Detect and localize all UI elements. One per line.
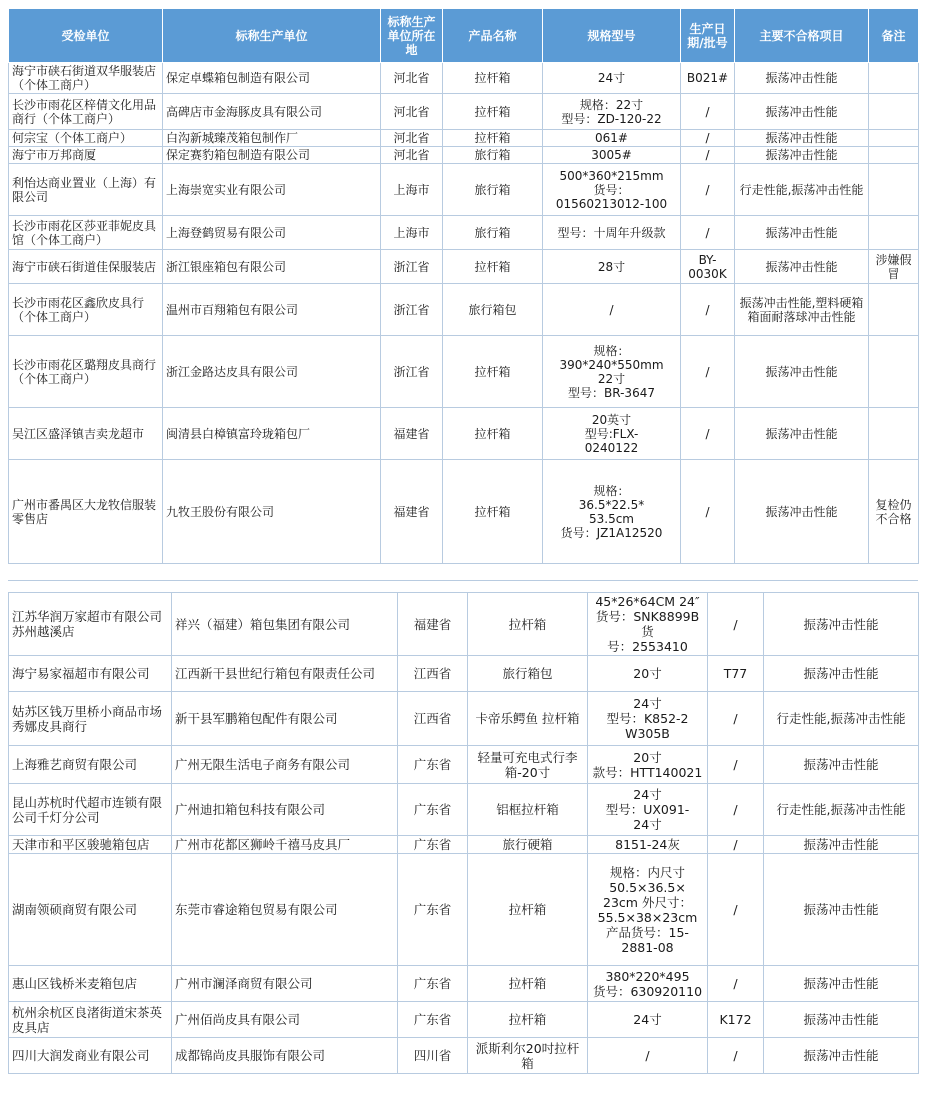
cell-product: 铝框拉杆箱 xyxy=(468,784,588,836)
header-cell: 产品名称 xyxy=(443,9,543,63)
header-cell: 主要不合格项目 xyxy=(735,9,869,63)
cell-loc: 广东省 xyxy=(398,854,468,966)
cell-spec: 规格：22寸 型号：ZD-120-22 xyxy=(543,94,681,130)
cell-batch: / xyxy=(681,336,735,408)
cell-maker: 保定卓蝶箱包制造有限公司 xyxy=(163,63,381,94)
cell-product: 拉杆箱 xyxy=(443,460,543,564)
cell-product: 拉杆箱 xyxy=(443,336,543,408)
cell-maker: 浙江金路达皮具有限公司 xyxy=(163,336,381,408)
cell-unit: 长沙市雨花区莎亚菲妮皮具馆（个体工商户） xyxy=(9,216,163,250)
cell-maker: 广州市花都区狮岭千禧马皮具厂 xyxy=(172,836,398,854)
cell-loc: 广东省 xyxy=(398,784,468,836)
table-row xyxy=(9,854,919,966)
cell-batch: / xyxy=(681,94,735,130)
cell-unit: 长沙市雨花区鑫欣皮具行（个体工商户） xyxy=(9,284,163,336)
cell-loc: 福建省 xyxy=(381,460,443,564)
cell-loc: 广东省 xyxy=(398,746,468,784)
cell-loc: 江西省 xyxy=(398,692,468,746)
cell-spec: 380*220*495 货号：630920110 xyxy=(588,966,708,1002)
cell-batch: / xyxy=(681,408,735,460)
cell-unit: 姑苏区钱万里桥小商品市场秀娜皮具商行 xyxy=(9,692,172,746)
table-row xyxy=(9,836,919,854)
cell-spec: 24寸 型号：K852-2 W305B xyxy=(588,692,708,746)
cell-product: 旅行箱包 xyxy=(443,284,543,336)
cell-batch: / xyxy=(708,593,764,656)
cell-failed: 行走性能,振荡冲击性能 xyxy=(764,692,919,746)
cell-failed: 行走性能,振荡冲击性能 xyxy=(764,784,919,836)
cell-spec: 28寸 xyxy=(543,250,681,284)
cell-unit: 上海雅艺商贸有限公司 xyxy=(9,746,172,784)
cell-product: 拉杆箱 xyxy=(443,94,543,130)
cell-note xyxy=(869,408,919,460)
cell-batch: / xyxy=(708,854,764,966)
cell-spec: 20英寸 型号:FLX- 0240122 xyxy=(543,408,681,460)
cell-unit: 天津市和平区骏驰箱包店 xyxy=(9,836,172,854)
cell-batch: / xyxy=(708,746,764,784)
cell-maker: 新干县军鹏箱包配件有限公司 xyxy=(172,692,398,746)
cell-spec: 24寸 xyxy=(543,63,681,94)
cell-batch: T77 xyxy=(708,656,764,692)
cell-maker: 广州无限生活电子商务有限公司 xyxy=(172,746,398,784)
cell-batch: B021# xyxy=(681,63,735,94)
cell-spec: 20寸 xyxy=(588,656,708,692)
cell-loc: 广东省 xyxy=(398,966,468,1002)
cell-batch: / xyxy=(681,460,735,564)
table-row xyxy=(9,408,919,460)
cell-note xyxy=(869,94,919,130)
table-row xyxy=(9,692,919,746)
cell-maker: 广州佰尚皮具有限公司 xyxy=(172,1002,398,1038)
inspection-table-top xyxy=(8,8,919,564)
cell-loc: 广东省 xyxy=(398,836,468,854)
cell-failed: 振荡冲击性能,塑料硬箱箱面耐落球冲击性能 xyxy=(735,284,869,336)
cell-note xyxy=(869,147,919,164)
table-row xyxy=(9,164,919,216)
cell-batch: / xyxy=(681,164,735,216)
cell-failed: 振荡冲击性能 xyxy=(735,130,869,147)
cell-note xyxy=(869,164,919,216)
table-row xyxy=(9,593,919,656)
cell-maker: 广州市澜泽商贸有限公司 xyxy=(172,966,398,1002)
cell-failed: 振荡冲击性能 xyxy=(735,408,869,460)
table-row xyxy=(9,784,919,836)
cell-note xyxy=(869,284,919,336)
cell-maker: 保定赛豹箱包制造有限公司 xyxy=(163,147,381,164)
cell-product: 拉杆箱 xyxy=(443,250,543,284)
table-row xyxy=(9,1002,919,1038)
cell-spec: 24寸 xyxy=(588,1002,708,1038)
cell-unit: 长沙市雨花区璐翔皮具商行（个体工商户） xyxy=(9,336,163,408)
cell-loc: 上海市 xyxy=(381,164,443,216)
cell-product: 派斯利尔20吋拉杆箱 xyxy=(468,1038,588,1074)
cell-failed: 行走性能,振荡冲击性能 xyxy=(735,164,869,216)
cell-product: 旅行箱 xyxy=(443,147,543,164)
table-row xyxy=(9,63,919,94)
cell-spec: 20寸 款号：HTT140021 xyxy=(588,746,708,784)
header-cell: 规格型号 xyxy=(543,9,681,63)
cell-loc: 福建省 xyxy=(398,593,468,656)
cell-product: 轻量可充电式行李箱-20寸 xyxy=(468,746,588,784)
cell-failed: 振荡冲击性能 xyxy=(735,63,869,94)
cell-spec: 规格： 390*240*550mm 22寸 型号：BR-3647 xyxy=(543,336,681,408)
cell-maker: 成都锦尚皮具服饰有限公司 xyxy=(172,1038,398,1074)
cell-product: 拉杆箱 xyxy=(443,130,543,147)
cell-loc: 福建省 xyxy=(381,408,443,460)
cell-unit: 四川大润发商业有限公司 xyxy=(9,1038,172,1074)
cell-loc: 河北省 xyxy=(381,94,443,130)
inspection-table-bottom xyxy=(8,592,919,1074)
cell-batch: / xyxy=(681,216,735,250)
cell-unit: 海宁市硖石街道佳保服装店 xyxy=(9,250,163,284)
cell-maker: 高碑店市金海豚皮具有限公司 xyxy=(163,94,381,130)
cell-product: 拉杆箱 xyxy=(468,593,588,656)
cell-unit: 广州市番禺区大龙牧信服装零售店 xyxy=(9,460,163,564)
cell-note xyxy=(869,130,919,147)
cell-unit: 海宁易家福超市有限公司 xyxy=(9,656,172,692)
cell-product: 旅行硬箱 xyxy=(468,836,588,854)
cell-failed: 振荡冲击性能 xyxy=(735,94,869,130)
cell-batch: K172 xyxy=(708,1002,764,1038)
cell-loc: 浙江省 xyxy=(381,336,443,408)
cell-maker: 白沟新城臻茂箱包制作厂 xyxy=(163,130,381,147)
cell-spec: 061# xyxy=(543,130,681,147)
cell-failed: 振荡冲击性能 xyxy=(764,1002,919,1038)
table-row xyxy=(9,746,919,784)
cell-batch: / xyxy=(681,284,735,336)
cell-loc: 河北省 xyxy=(381,147,443,164)
cell-failed: 振荡冲击性能 xyxy=(764,746,919,784)
cell-product: 旅行箱包 xyxy=(468,656,588,692)
cell-unit: 江苏华润万家超市有限公司苏州越溪店 xyxy=(9,593,172,656)
cell-note xyxy=(869,216,919,250)
cell-product: 旅行箱 xyxy=(443,216,543,250)
cell-failed: 振荡冲击性能 xyxy=(735,147,869,164)
header-cell: 受检单位 xyxy=(9,9,163,63)
table-row xyxy=(9,216,919,250)
table-row xyxy=(9,94,919,130)
cell-product: 拉杆箱 xyxy=(468,854,588,966)
cell-maker: 祥兴（福建）箱包集团有限公司 xyxy=(172,593,398,656)
cell-unit: 利怡达商业置业（上海）有限公司 xyxy=(9,164,163,216)
cell-product: 卡帝乐鳄鱼 拉杆箱 xyxy=(468,692,588,746)
cell-spec: / xyxy=(543,284,681,336)
cell-maker: 九牧王股份有限公司 xyxy=(163,460,381,564)
header-cell: 生产日期/批号 xyxy=(681,9,735,63)
cell-unit: 海宁市硖石街道双华服装店（个体工商户） xyxy=(9,63,163,94)
cell-unit: 惠山区钱桥米麦箱包店 xyxy=(9,966,172,1002)
table-row xyxy=(9,460,919,564)
cell-batch: / xyxy=(708,692,764,746)
cell-spec: 500*360*215mm 货号： 01560213012-100 xyxy=(543,164,681,216)
cell-failed: 振荡冲击性能 xyxy=(764,854,919,966)
cell-batch: / xyxy=(708,784,764,836)
cell-product: 拉杆箱 xyxy=(443,408,543,460)
cell-failed: 振荡冲击性能 xyxy=(735,460,869,564)
cell-unit: 昆山苏杭时代超市连锁有限公司千灯分公司 xyxy=(9,784,172,836)
header-cell: 备注 xyxy=(869,9,919,63)
cell-spec: 3005# xyxy=(543,147,681,164)
header-cell: 标称生产单位所在地 xyxy=(381,9,443,63)
cell-failed: 振荡冲击性能 xyxy=(764,966,919,1002)
cell-maker: 闽清县白樟镇富玲珑箱包厂 xyxy=(163,408,381,460)
cell-spec: 规格：内尺寸 50.5×36.5× 23cm 外尺寸： 55.5×38×23cm 产品货号：15- 2881-08 xyxy=(588,854,708,966)
cell-note xyxy=(869,63,919,94)
cell-maker: 上海崇宽实业有限公司 xyxy=(163,164,381,216)
cell-loc: 河北省 xyxy=(381,63,443,94)
cell-loc: 河北省 xyxy=(381,130,443,147)
table-row xyxy=(9,966,919,1002)
cell-maker: 江西新干县世纪行箱包有限责任公司 xyxy=(172,656,398,692)
cell-spec: 45*26*64CM 24″ 货号：SNK8899B货 号：2553410 xyxy=(588,593,708,656)
cell-product: 旅行箱 xyxy=(443,164,543,216)
cell-product: 拉杆箱 xyxy=(468,1002,588,1038)
cell-failed: 振荡冲击性能 xyxy=(764,656,919,692)
header-cell: 标称生产单位 xyxy=(163,9,381,63)
cell-unit: 长沙市雨花区梓倩文化用品商行（个体工商户） xyxy=(9,94,163,130)
cell-product: 拉杆箱 xyxy=(443,63,543,94)
cell-batch: / xyxy=(708,1038,764,1074)
table-row xyxy=(9,250,919,284)
cell-loc: 上海市 xyxy=(381,216,443,250)
cell-batch: / xyxy=(681,130,735,147)
cell-maker: 广州迪扣箱包科技有限公司 xyxy=(172,784,398,836)
table-row xyxy=(9,284,919,336)
cell-failed: 振荡冲击性能 xyxy=(764,836,919,854)
table-row xyxy=(9,147,919,164)
cell-maker: 温州市百翔箱包有限公司 xyxy=(163,284,381,336)
cell-spec: / xyxy=(588,1038,708,1074)
table-row xyxy=(9,656,919,692)
cell-note xyxy=(869,336,919,408)
cell-unit: 湖南领硕商贸有限公司 xyxy=(9,854,172,966)
cell-failed: 振荡冲击性能 xyxy=(735,216,869,250)
cell-unit: 何宗宝（个体工商户） xyxy=(9,130,163,147)
cell-batch: / xyxy=(708,836,764,854)
cell-batch: BY-0030K xyxy=(681,250,735,284)
cell-loc: 江西省 xyxy=(398,656,468,692)
cell-batch: / xyxy=(681,147,735,164)
cell-note: 涉嫌假冒 xyxy=(869,250,919,284)
cell-maker: 上海登鹤贸易有限公司 xyxy=(163,216,381,250)
cell-product: 拉杆箱 xyxy=(468,966,588,1002)
table-row xyxy=(9,336,919,408)
cell-loc: 浙江省 xyxy=(381,250,443,284)
cell-failed: 振荡冲击性能 xyxy=(764,593,919,656)
cell-spec: 型号：十周年升级款 xyxy=(543,216,681,250)
cell-failed: 振荡冲击性能 xyxy=(764,1038,919,1074)
table-header-row xyxy=(9,9,919,63)
cell-unit: 吴江区盛泽镇吉卖龙超市 xyxy=(9,408,163,460)
cell-loc: 广东省 xyxy=(398,1002,468,1038)
cell-failed: 振荡冲击性能 xyxy=(735,250,869,284)
table-row xyxy=(9,130,919,147)
cell-maker: 东莞市睿途箱包贸易有限公司 xyxy=(172,854,398,966)
cell-batch: / xyxy=(708,966,764,1002)
cell-spec: 24寸 型号：UX091- 24寸 xyxy=(588,784,708,836)
cell-note: 复检仍不合格 xyxy=(869,460,919,564)
cell-loc: 四川省 xyxy=(398,1038,468,1074)
table-divider xyxy=(8,580,918,591)
cell-spec: 8151-24灰 xyxy=(588,836,708,854)
cell-maker: 浙江银座箱包有限公司 xyxy=(163,250,381,284)
cell-failed: 振荡冲击性能 xyxy=(735,336,869,408)
table-row xyxy=(9,1038,919,1074)
cell-spec: 规格： 36.5*22.5* 53.5cm 货号：JZ1A12520 xyxy=(543,460,681,564)
cell-loc: 浙江省 xyxy=(381,284,443,336)
cell-unit: 海宁市万邦商厦 xyxy=(9,147,163,164)
cell-unit: 杭州余杭区良渚街道宋茶英皮具店 xyxy=(9,1002,172,1038)
